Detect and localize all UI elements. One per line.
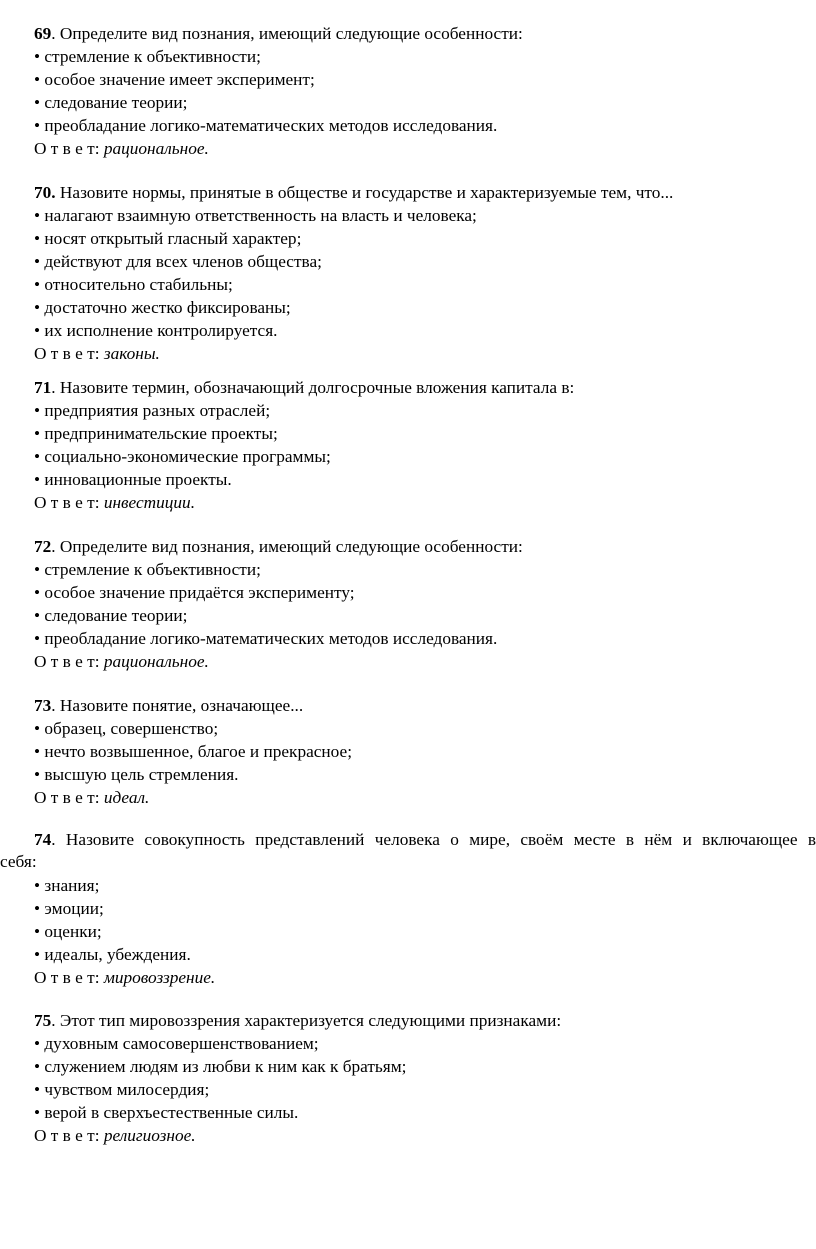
bullet-icon: • xyxy=(34,275,41,294)
question-text: . Назовите понятие, означающее... xyxy=(51,696,304,715)
answer-value: идеал. xyxy=(103,788,150,807)
list-item: • предприятия разных отраслей; xyxy=(34,401,271,420)
answer-value: законы. xyxy=(103,344,160,363)
answer-line xyxy=(34,1126,196,1146)
question-number: 69 xyxy=(34,24,52,43)
answer-line xyxy=(34,493,195,513)
bullet-icon: • xyxy=(34,1080,41,1099)
bullet-icon: • xyxy=(34,298,41,317)
list-item: • знания; xyxy=(34,876,100,895)
question-number: 70. xyxy=(34,183,56,202)
list-item: • налагают взаимную ответственность на власть и человека; xyxy=(34,206,477,225)
question-number: 73 xyxy=(34,696,52,715)
list-item: • эмоции; xyxy=(34,899,104,918)
list-item: • следование теории; xyxy=(34,606,188,625)
answer-line xyxy=(34,652,209,672)
list-item: • преобладание логико-математических методов исследования. xyxy=(34,116,498,135)
bullet-icon: • xyxy=(34,447,41,466)
bullet-icon: • xyxy=(34,70,41,89)
answer-value: рациональное. xyxy=(103,652,209,671)
bullet-icon: • xyxy=(34,945,41,964)
question-number: 75 xyxy=(34,1011,52,1030)
list-item: • относительно стабильны; xyxy=(34,275,233,294)
question-text: . Этот тип мировоззрения характеризуется следующими признаками: xyxy=(51,1011,562,1030)
bullet-icon: • xyxy=(34,321,41,340)
list-item: • чувством милосердия; xyxy=(34,1080,210,1099)
answer-label: О т в е т: xyxy=(34,1126,100,1145)
list-item: • преобладание логико-математических методов исследования. xyxy=(34,629,498,648)
list-item: • служением людям из любви к ним как к братьям; xyxy=(34,1057,407,1076)
list-item: • особое значение имеет эксперимент; xyxy=(34,70,315,89)
question-prompt xyxy=(34,378,574,398)
list-item: • предпринимательские проекты; xyxy=(34,424,278,443)
question-prompt xyxy=(34,696,303,716)
answer-line xyxy=(34,344,160,364)
list-item: • оценки; xyxy=(34,922,102,941)
list-item: • следование теории; xyxy=(34,93,188,112)
bullet-icon: • xyxy=(34,401,41,420)
list-item: • нечто возвышенное, благое и прекрасное; xyxy=(34,742,353,761)
answer-value: мировоззрение. xyxy=(103,968,216,987)
bullet-icon: • xyxy=(34,206,41,225)
bullet-icon: • xyxy=(34,606,41,625)
question-number: 71 xyxy=(34,378,52,397)
list-item: • верой в сверхъестественные силы. xyxy=(34,1103,299,1122)
question-text: Назовите нормы, принятые в обществе и государстве и характеризуемые тем, что... xyxy=(55,183,674,202)
answer-label: О т в е т: xyxy=(34,968,100,987)
answer-label: О т в е т: xyxy=(34,139,100,158)
question-prompt xyxy=(34,537,523,557)
list-item: • духовным самосовершенствованием; xyxy=(34,1034,319,1053)
answer-line xyxy=(34,968,215,988)
question-prompt xyxy=(34,830,816,850)
list-item: • особое значение придаётся эксперименту; xyxy=(34,583,355,602)
bullet-icon: • xyxy=(34,583,41,602)
answer-label: О т в е т: xyxy=(34,493,100,512)
question-prompt xyxy=(34,24,523,44)
question-prompt xyxy=(34,183,673,203)
bullet-icon: • xyxy=(34,252,41,271)
bullet-icon: • xyxy=(34,742,41,761)
answer-line xyxy=(34,139,209,159)
question-prompt-continuation: себя: xyxy=(0,852,37,871)
bullet-icon: • xyxy=(34,93,41,112)
question-number: 72 xyxy=(34,537,52,556)
question-text: . Определите вид познания, имеющий следующие особенности: xyxy=(51,537,523,556)
list-item: • образец, совершенство; xyxy=(34,719,219,738)
bullet-icon: • xyxy=(34,629,41,648)
list-item: • действуют для всех членов общества; xyxy=(34,252,322,271)
list-item: • достаточно жестко фиксированы; xyxy=(34,298,291,317)
answer-value: инвестиции. xyxy=(103,493,196,512)
bullet-icon: • xyxy=(34,116,41,135)
question-number: 74 xyxy=(34,830,52,849)
list-item: • их исполнение контролируется. xyxy=(34,321,278,340)
answer-label: О т в е т: xyxy=(34,344,100,363)
question-prompt xyxy=(34,1011,561,1031)
list-item: • носят открытый гласный характер; xyxy=(34,229,302,248)
bullet-icon: • xyxy=(34,424,41,443)
bullet-icon: • xyxy=(34,1034,41,1053)
list-item: • стремление к объективности; xyxy=(34,47,261,66)
bullet-icon: • xyxy=(34,47,41,66)
bullet-icon: • xyxy=(34,876,41,895)
answer-value: рациональное. xyxy=(103,139,209,158)
bullet-icon: • xyxy=(34,922,41,941)
answer-label: О т в е т: xyxy=(34,788,100,807)
bullet-icon: • xyxy=(34,1103,41,1122)
bullet-icon: • xyxy=(34,899,41,918)
question-text: . Назовите термин, обозначающий долгосрочные вложения капитала в: xyxy=(51,378,575,397)
bullet-icon: • xyxy=(34,229,41,248)
question-text: . Определите вид познания, имеющий следующие особенности: xyxy=(51,24,523,43)
bullet-icon: • xyxy=(34,719,41,738)
question-text: . Назовите совокупность представлений человека о мире, своём месте в нём и включающее в xyxy=(51,830,816,849)
answer-line xyxy=(34,788,149,808)
bullet-icon: • xyxy=(34,470,41,489)
list-item: • стремление к объективности; xyxy=(34,560,261,579)
list-item: • социально-экономические программы; xyxy=(34,447,331,466)
bullet-icon: • xyxy=(34,560,41,579)
answer-value: религиозное. xyxy=(103,1126,196,1145)
bullet-icon: • xyxy=(34,1057,41,1076)
list-item: • идеалы, убеждения. xyxy=(34,945,191,964)
answer-label: О т в е т: xyxy=(34,652,100,671)
list-item: • высшую цель стремления. xyxy=(34,765,239,784)
list-item: • инновационные проекты. xyxy=(34,470,232,489)
bullet-icon: • xyxy=(34,765,41,784)
